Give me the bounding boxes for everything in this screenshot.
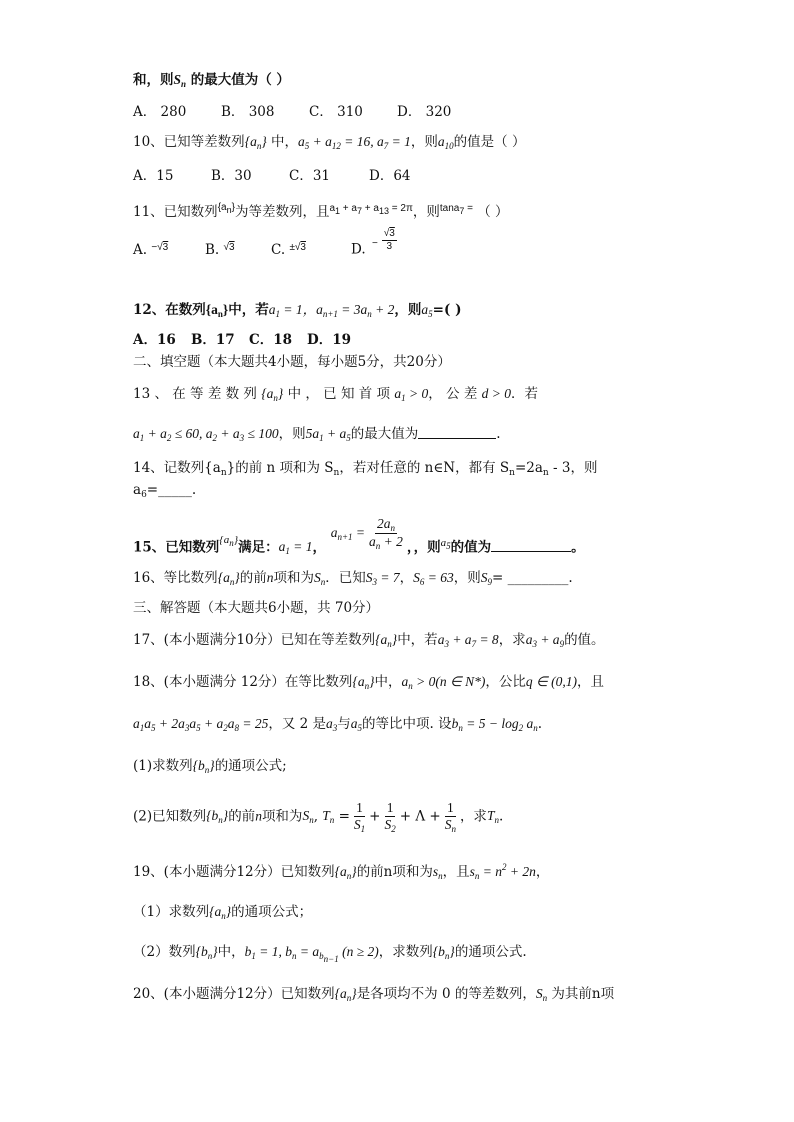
q19-prefix: 19、(本小题满分12分）已知数列: [133, 864, 335, 880]
q18-part1-label: (1)求数列: [133, 758, 193, 774]
q14-l1e: - 3，则: [548, 460, 598, 476]
q11-option-c: C.: [271, 241, 286, 258]
q12-suffix: ，则: [394, 302, 422, 318]
q9-stem-prefix: 和，则: [133, 72, 174, 88]
q13-line1: 13 、 在 等 差 数 列 $\{a_n\}$ 中 ， 已 知 首 项 $a_1 > 0$， 公 差 d > 0．若: [133, 386, 538, 403]
q10-tail: 的值是（ ）: [453, 134, 526, 150]
q17-tail: 的值。: [564, 632, 605, 648]
q19-stem: 19、(本小题满分12分）已知数列$\{a_n\}$的前n项和为$s_n$，且$s_n = n^2 + 2n$，: [133, 862, 550, 881]
q15-stem: 15、已知数列$^{\{a_n\}}$满足：$a_1 = 1$， $a_{n+1}$ = $\frac{2a_n}{a_n + 2}$ ，，则$^{a_5}$的值为 。: [133, 516, 585, 557]
q19-part1-label: （1）求数列: [133, 904, 210, 920]
q18-prefix: 18、(本小题满分 12分）在等比数列: [133, 674, 353, 690]
q18-part2-mid: 的前: [228, 808, 256, 825]
q18-line2-mid2: 与: [337, 716, 351, 732]
q12-prefix: 12、在数列: [133, 302, 206, 318]
q15-middle: 满足：: [238, 539, 279, 556]
q17-middle: 中，若: [397, 632, 438, 648]
section2-title: 二、填空题（本大题共4小题，每小题5分，共20分）: [133, 354, 451, 370]
q20-stem: 20、(本小题满分12分）已知数列$\{a_n\}$是各项均不为 0 的等差数列，$S_n$ 为其前n项: [133, 986, 615, 1003]
q16-middle: 的前: [239, 570, 267, 586]
q18-part2-tail: ，求: [459, 808, 487, 825]
q11-stem: 11、已知数列$^{\{a_n\}}$为等差数列，且$^{a_1 + a_7 + a_{13} = 2\pi}$，则$^{tana_7 =}$ （ ）: [133, 202, 509, 220]
q9-stem: 和，则$S_n$ 的最大值为（ ）: [133, 72, 290, 89]
q12-option-c: C．18: [249, 332, 293, 348]
q10-suffix: ，则: [410, 134, 438, 150]
q17-stem: 17、(本小题满分10分）已知在等差数列$\{a_n\}$中，若$a_3 + a_7 = 8$，求$a_3 + a_9$的值。: [133, 632, 605, 649]
q13-middle: 中 ， 已 知 首 项: [287, 386, 391, 402]
q12-options: [133, 332, 351, 348]
q9-option-b: B． 308: [221, 104, 275, 120]
q16-tail: = _________.: [492, 570, 573, 586]
q12-middle: 中，若: [228, 302, 269, 318]
q13-mid2: ， 公 差: [428, 386, 478, 402]
q9-option-d: D． 320: [397, 104, 452, 120]
q11-middle: 为等差数列，且: [234, 204, 330, 220]
q11-option-b: B.: [205, 241, 220, 258]
q13-line2: $a_1 + a_2 \le 60$, $a_2 + a_3 \le 100$，则$5a_1 + a_5$的最大值为 .: [133, 426, 501, 443]
q11-option-a: A.: [133, 241, 148, 258]
q10-option-a: A．15: [133, 168, 174, 184]
q12-option-a: A．16: [133, 332, 176, 348]
q11-suffix: ，则: [412, 204, 440, 220]
q10-stem: 10、已知等差数列$\{a_n\}$ 中，$a_5 + a_{12} = 16$, $a_7 = 1$，则$a_{10}$的值是（ ）: [133, 134, 526, 151]
q9-stem-suffix: 的最大值为（ ）: [190, 72, 290, 88]
q12-stem: 12、在数列$\{a_n\}$中，若$a_1 = 1$，$a_{n+1} = 3a_n + 2$，则$a_5=$( ): [133, 302, 462, 319]
q20-tail: 为其前n项: [551, 986, 615, 1002]
q18-part1: (1)求数列$\{b_n\}$的通项公式;: [133, 758, 287, 775]
q15-end: 。: [571, 539, 585, 556]
q16-mid4: ，则: [453, 570, 481, 586]
q14-line2: $a_6=\_\_\_\_\_$.: [133, 482, 197, 500]
q10-middle: 中，: [271, 134, 299, 150]
q18-tail: ，且: [577, 674, 604, 690]
q15-answer-blank[interactable]: [491, 539, 571, 552]
q14-l1d: =2a: [514, 460, 543, 476]
q13-answer-blank[interactable]: [418, 426, 496, 439]
q9-option-c: C． 310: [309, 104, 363, 120]
section3-title: 三、解答题（本大题共6小题，共 70分）: [133, 600, 380, 616]
q19-part2-label: （2）数列: [133, 944, 196, 960]
q18-line2: $a_1a_5 + 2a_3a_5 + a_2a_8 = 25$，又 2 是$a_3$与$a_5$的等比中项. 设$b_n = 5 - \log_2 a_n$.: [133, 716, 543, 733]
q13-tail: ．若: [511, 386, 538, 402]
q12-tail: =( ): [432, 302, 462, 318]
q13-prefix: 13 、 在 等 差 数 列: [133, 386, 257, 402]
q20-prefix: 20、(本小题满分12分）已知数列: [133, 986, 335, 1002]
q10-option-c: C．31: [289, 168, 331, 184]
q15-tail: 的值为: [450, 539, 492, 556]
q13-line2-middle: ，则: [278, 426, 306, 442]
q10-option-d: D．64: [369, 168, 411, 184]
q18-line2-middle: ，又 2 是: [268, 716, 327, 732]
q16-prefix: 16、等比数列: [133, 570, 218, 586]
q14-l2a: a: [133, 482, 142, 498]
q16-stem: 16、等比数列$\{a_n\}$的前n项和为$S_n$．已知$S_3 = 7$，$S_6 = 63$，则$S_9=$ _________.: [133, 570, 573, 587]
q18-line1: 18、(本小题满分 12分）在等比数列$\{a_n\}$中，$a_n > 0(n$ ∈ N*)，公比q ∈ (0,1)，且: [133, 674, 604, 691]
q18-suffix: ，公比: [485, 674, 526, 690]
q19-part2-tail: 的通项公式.: [454, 944, 527, 960]
q14-l1a: 14、记数列{a: [133, 460, 221, 476]
q14-l2b: =_____.: [146, 482, 197, 498]
q19-part2-mid2: ，求数列: [378, 944, 433, 960]
q18-part2: (2)已知数列$\{b_n\}$的前n项和为$S_n$, $T_n$ = $\frac{1}{S_1}$ + $\frac{1}{S_2}$ + Λ + $\frac{1}{S_n}$ ，求$T_n$.: [133, 800, 504, 834]
q12-option-b: B．17: [191, 332, 235, 348]
q19-middle: 的前n项和为: [356, 864, 433, 880]
q10-prefix: 10、已知等差数列: [133, 134, 245, 150]
q15-suffix: ，则: [413, 539, 441, 556]
q17-suffix: ，求: [498, 632, 526, 648]
q16-mid3: ，: [399, 570, 414, 586]
q13-line2-tail: 的最大值为: [350, 426, 419, 442]
q10-option-b: B．30: [211, 168, 252, 184]
q19-part1: （1）求数列$\{a_n\}$的通项公式；: [133, 904, 313, 921]
q11-option-d: D.: [351, 241, 366, 258]
q11-options: A. $^{-√3}$ B. $^{√3}$ C. $^{\pm√3}$ D. − $\frac{√3}{3}$: [133, 228, 395, 258]
q20-middle: 是各项均不为 0 的等差数列，: [356, 986, 536, 1002]
q19-part2-mid: 中，: [217, 944, 245, 960]
q17-prefix: 17、(本小题满分10分）已知在等差数列: [133, 632, 376, 648]
q9-options: [133, 104, 451, 120]
q19-suffix: ，且: [442, 864, 470, 880]
q11-prefix: 11、已知数列: [133, 204, 218, 220]
q18-part2-label: (2)已知数列: [133, 808, 207, 825]
q18-line2-mid3: 的等比中项. 设: [362, 716, 452, 732]
q12-option-d: D．19: [307, 332, 351, 348]
q16-suffix: ．已知: [325, 570, 366, 586]
q14-line1: 14、记数列$\{a_n\}$的前 n 项和为 $S_n$，若对任意的 n∈N，都有 $S_n=2a_n - 3$，则: [133, 460, 598, 478]
q16-middle2: 项和为: [273, 570, 314, 586]
q14-l1b: }的前 n 项和为 S: [226, 460, 334, 476]
q18-part2-mid2: 项和为: [261, 808, 303, 825]
q19-part1-tail: 的通项公式；: [231, 904, 313, 920]
q18-part1-tail: 的通项公式;: [214, 758, 287, 774]
q19-part2: （2）数列$\{b_n\}$中，$b_1 = 1$, $b_n = a_{b_{n-1}}$ (n ≥ 2)，求数列$\{b_n\}$的通项公式.: [133, 944, 527, 964]
q18-middle: 中，: [374, 674, 402, 690]
q11-tail: （ ）: [477, 204, 509, 220]
q14-l1c: ，若对任意的 n∈N，都有 S: [339, 460, 510, 476]
q10-options: [133, 168, 411, 184]
q15-prefix: 15、已知数列: [133, 539, 220, 556]
q9-option-a: A． 280: [133, 104, 187, 120]
